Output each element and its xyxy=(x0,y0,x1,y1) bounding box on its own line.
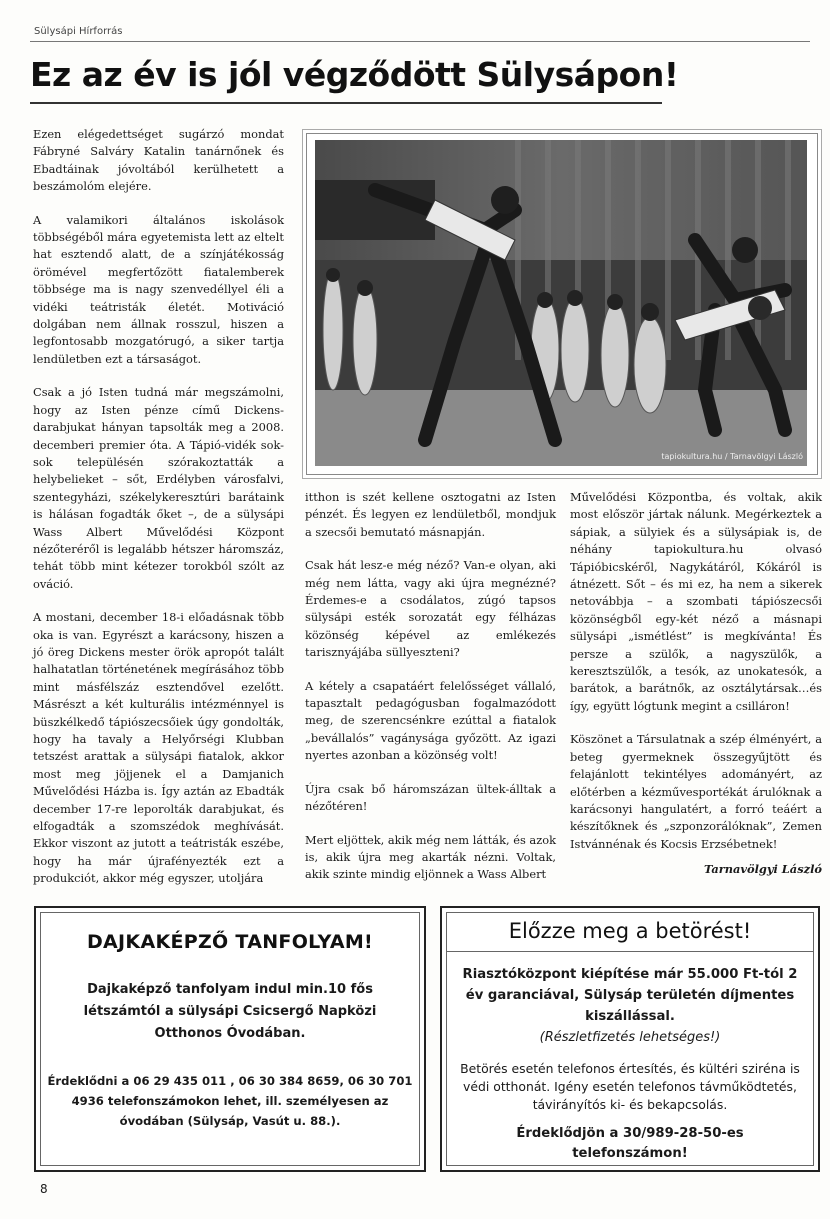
nanny-course-ad xyxy=(34,906,426,1172)
article-paragraph: Csak a jó Isten tudná már megszámolni, hogy az Isten pénze című Dickens-darabjukat hányan tapsolták meg a 2008. decemberi premier óta. A Tápió-vidék sok-sok településén szórakoztatták a helybelieket – sőt, Erdélyben városfalvi, szentegyházi, székelykeresztúri barátaink is hálásan fogadták őket –, de a sülysápi Wass Albert Művelődési Központ nézőteréről is legalább hétszer háromszáz, tehát több mint kétezer torokból szólt az ováció. xyxy=(33,385,284,591)
article-paragraph: A valamikori általános iskolások többségéből mára egyetemista lett az eltelt hat esztendő alatt, de a színjátékosság örömével megfertőzött fiatalemberek többsége ma is nagy szenvedéllyel éli a vidéki teátristák életét. Motiváció dolgában nem állnak rosszul, hiszen a legfontosabb mozgatórugó, a siker tartja lendületben ezt a társaságot. xyxy=(33,212,284,366)
article-column-3 xyxy=(570,489,822,895)
article-paragraph: itthon is szét kellene osztogatni az Isten pénzét. És legyen ez lendületből, mondjuk a szecsői bemutató másnapján. xyxy=(305,490,556,539)
alarm-system-ad xyxy=(440,906,820,1172)
header-rule xyxy=(30,41,810,42)
ad-contact: Érdeklődni a 06 29 435 011 , 06 30 384 8659, 06 30 701 4936 telefonszámokon lehet, ill. személyesen az óvodában (Sülysáp, Vasút u. 88.). xyxy=(47,1074,413,1128)
article-photo-frame xyxy=(306,133,818,475)
article-paragraph: A mostani, december 18-i előadásnak több oka is van. Egyrészt a karácsony, hiszen a jó öreg Dickens mester örök apropót talált halhatatlan történetének megírásához több mint másfélszáz esztendővel ezelőtt. Másrészt a két kulturális intézménnyel is büszkélkedő tápiószecsőiek úgy gondolták, hogy ha tavaly a Helyőrségi Klubban tetszést arattak a sülysápi fiatalok, akkor most meg jöjjenek el a Damjanich Művelődési Házba is. Így aztán az Ebadták december 17-re leporolták darabjukat, és elfogadták a szomszédok meghívását. Ekkor viszont az jutott a teátristák eszébe, hogy ha már újrafényezték ezt a produkciót, akkor még egyszer, utoljára xyxy=(33,610,284,886)
ad-call-to-action: Érdeklődjön a 30/989-28-50-es telefonszámon! xyxy=(516,1126,744,1161)
photo-credit: tapiokultura.hu / Tarnavölgyi László xyxy=(661,452,803,461)
article-paragraph: Mert eljöttek, akik még nem látták, és azok is, akik újra meg akarták nézni. Voltak, akik szinte mindig eljönnek a Wass Albert xyxy=(305,832,556,882)
ad-body: Dajkaképző tanfolyam indul min.10 fős létszámtól a sülysápi Csicsergő Napközi Otthonos Óvodában. xyxy=(83,982,377,1041)
ad-lead: Riasztóközpont kiépítése már 55.000 Ft-tól 2 év garanciával, Sülysáp területén díjmentes kiszállással. xyxy=(462,967,798,1024)
article-paragraph: Csak hát lesz-e még néző? Van-e olyan, aki még nem látta, vagy aki újra megnézné? Érdemes-e a csodálatos, zúgó tapsos sülysápi esték sorozatát egy félházas közönség képével az emlékezés tarisznyájába süllyeszteni? xyxy=(305,558,556,660)
ad-divider xyxy=(447,951,813,952)
article-column-2 xyxy=(305,489,556,900)
ad-title: Előzze meg a betörést! xyxy=(508,919,752,943)
dance-performance-photo xyxy=(315,140,807,466)
ad-inner-border xyxy=(40,912,420,1166)
ad-inner-border xyxy=(446,912,814,1166)
article-paragraph: Köszönet a Társulatnak a szép élményért, a beteg gyermeknek összegyűjtött és felajánlott tekintélyes adományért, az előtérben a kézművesportékát árulóknak a karácsonyi hangulatért, a forró teáért a készítőknek és „szponzorálóknak”, Zemen Istvánnénak és Kocsis Erzsébetnek! xyxy=(570,732,822,851)
article-paragraph: Művelődési Központba, és voltak, akik most először jártak nálunk. Megérkeztek a sápiak, a sülyiek és a sülysápiak is, de néhány tapiokultura.hu olvasó Tápióbicskéről, Nagykátáról, Kókáról is átnézett. Sőt – és mi ez, ha nem a sikerek netovábbja – a szombati tápiószecsői közönségből egy-két néző a másnapi sülysápi „ismétlést” is megkívánta! És persze a szülők, a nagyszülők, a keresztszülők, a tesók, az unokatesók, a barátok, a barátnők, az osztálytársak…és így, együtt lógtunk megint a csilláron! xyxy=(570,490,822,713)
article-title: Ez az év is jól végződött Sülysápon! xyxy=(30,55,679,94)
running-head: Sülysápi Hírforrás xyxy=(34,26,123,37)
title-rule xyxy=(30,102,662,104)
ad-body: Betörés esetén telefonos értesítés, és kültéri sziréna is védi otthonát. Igény esetén telefonos távműködtetés, távirányítós ki- és bekapcsolás. xyxy=(460,1061,800,1112)
ad-title: DAJKAKÉPZŐ TANFOLYAM! xyxy=(86,931,374,953)
article-column-1 xyxy=(33,126,284,904)
article-signature: Tarnavölgyi László xyxy=(703,862,822,877)
ad-note: (Részletfizetés lehetséges!) xyxy=(539,1030,721,1045)
article-paragraph: Újra csak bő háromszázan ültek-álltak a nézőtéren! xyxy=(305,781,556,814)
page-number: 8 xyxy=(40,1182,48,1196)
article-paragraph: A kétely a csapatáért felelősséget vállaló, tapasztalt pedagógusban fogalmazódott meg, de szerencsénkre ezúttal a fiatalok „bevállalós” vagánysága győzött. Az igazi nyertes azonban a közönség volt! xyxy=(305,678,556,763)
article-paragraph: Ezen elégedettséget sugárzó mondat Fábryné Salváry Katalin tanárnőnek és Ebadtáinak jóvoltából kerülhetett a beszámolóm elejére. xyxy=(33,127,284,194)
